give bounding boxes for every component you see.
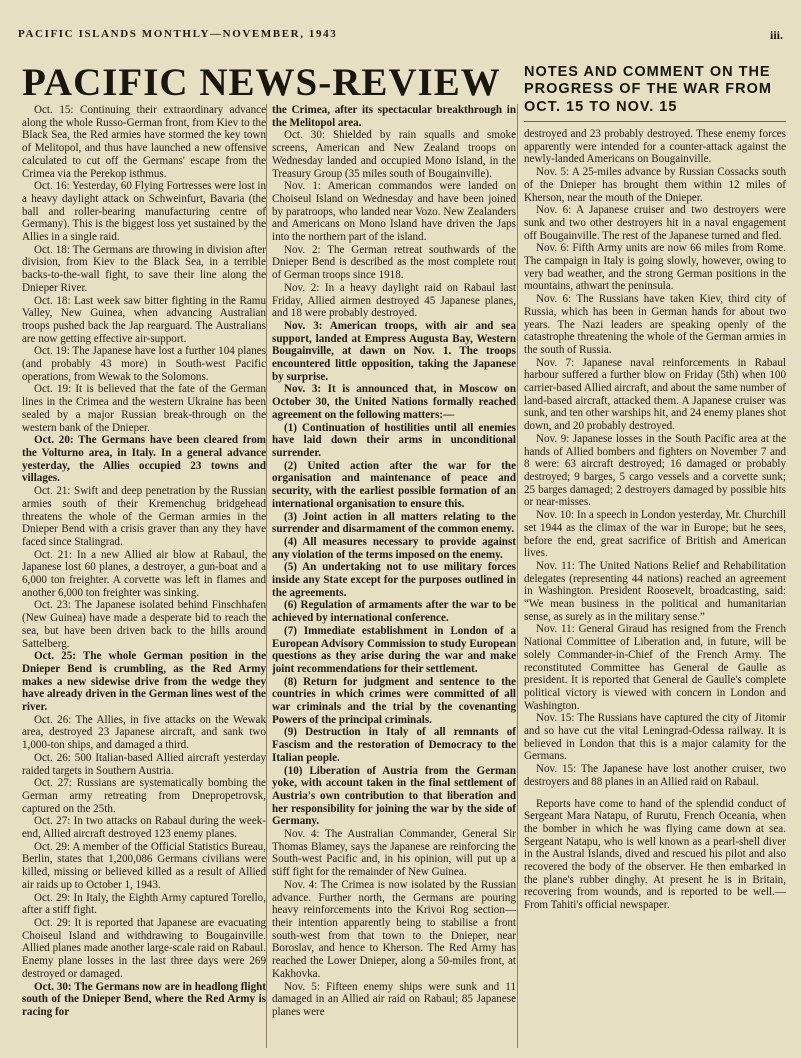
news-paragraph: Oct. 26: The Allies, in five attacks on the Wewak area, destroyed 23 Japanese aircraft, and sank two 1,000-ton ships, and damaged a third. (22, 713, 266, 752)
news-paragraph: (2) United action after the war for the organisation and maintenance of peace and security, with the earliest possible formation of an international organisation to ensure this. (272, 459, 516, 510)
column-rule-1 (266, 104, 267, 1048)
news-paragraph: Nov. 5: Fifteen enemy ships were sunk and 11 damaged in an Allied air raid on Rabaul; 85 Japanese planes were (272, 980, 516, 1018)
news-paragraph: Oct. 18: Last week saw bitter fighting in the Ramu Valley, New Guinea, when advancing Australian troops pushed back the Jap rearguard. The Australians are now getting effective air-support. (22, 294, 266, 345)
running-title: PACIFIC ISLANDS MONTHLY—NOVEMBER, 1943 (18, 28, 338, 40)
page-number: iii. (769, 28, 783, 42)
news-paragraph: Nov. 10: In a speech in London yesterday, Mr. Churchill set 1944 as the climax of the war in Europe; but he sees, before the end, great sacrifice of British and American lives. (524, 509, 786, 560)
news-paragraph: (7) Immediate establishment in London of a European Advisory Commission to study European questions as they arise during the war and make joint recommendations for their settlement. (272, 624, 516, 675)
news-paragraph: Oct. 27: Russians are systematically bombing the German army retreating from Dnepropetrovsk, captured on the 25th. (22, 777, 266, 815)
news-paragraph: (5) An undertaking not to use military forces inside any State except for the purposes outlined in the agreements. (272, 561, 516, 599)
news-paragraph: Reports have come to hand of the splendid conduct of Sergeant Mara Natapu, of Rurutu, French Oceania, when the bomber in which he was flying came down at sea. Sergeant Natapu, who is well known as a pearl-shell diver in the Austral Islands, dived and rescued his pilot and also recovered the body of the observer. He then embarked in the plane's rubber dinghy. At present he is in Britain, recovering from wounds, and is reported to be well.—From Tahiti's official newspaper. (524, 797, 786, 912)
news-paragraph: Nov. 6: A Japanese cruiser and two destroyers were sunk and two other destroyers hit in a naval engagement off Bougainville. The rest of the Japanese turned and fled. (524, 204, 786, 242)
news-paragraph: Oct. 18: The Germans are throwing in division after division, from Kiev to the Black Sea, in a terrible backs-to-the-wall fight, to save their line along the Dnieper River. (22, 243, 266, 294)
news-paragraph: (6) Regulation of armaments after the war to be achieved by international conference. (272, 599, 516, 625)
news-paragraph: Oct. 15: Continuing their extraordinary advance along the whole Russo-German front, from Kiev to the Black Sea, the Red armies have stormed the key town of Melitopol, and thus have launched a new offensive calculated to cut off the Germans' escape from the Crimea via the Perekop isthmus. (22, 104, 266, 180)
news-paragraph: Oct. 29: A member of the Official Statistics Bureau, Berlin, states that 1,200,086 Germans civilians were killed, missing or believed killed as a result of Allied air raids up to October 1, 1943. (22, 840, 266, 891)
news-paragraph: Nov. 3: American troops, with air and sea support, landed at Empress Augusta Bay, Western Bougainville, at dawn on Nov. 1. The troops encountered little opposition, taking the Japanese by surprise. (272, 319, 516, 383)
news-paragraph: (3) Joint action in all matters relating to the surrender and disarmament of the common enemy. (272, 510, 516, 536)
news-paragraph: Nov. 15: The Russians have captured the city of Jitomir and so have cut the vital Leningrad-Odessa railway. It is believed in London that this is a major calamity for the Germans. (524, 712, 786, 763)
news-paragraph: destroyed and 23 probably destroyed. These enemy forces apparently were intended for a counter-attack against the newly-landed Americans on Bougainville. (524, 128, 786, 166)
notes-heading-rule (524, 121, 786, 122)
news-paragraph: Oct. 16: Yesterday, 60 Flying Fortresses were lost in a heavy daylight attack on Schweinfurt, Bavaria (the ball and roller-bearing manufacturing centre of Germany). This is the biggest loss yet sustained by the Allies in a single raid. (22, 180, 266, 244)
news-paragraph: Oct. 25: The whole German position in the Dnieper Bend is crumbling, as the Red Army makes a new sidewise drive from the wedge they have already driven in the German lines west of the river. (22, 650, 266, 714)
news-paragraph: Oct. 19: It is believed that the fate of the German lines in the Crimea and the western Ukraine has been sealed by a major Russian break-through on the western bank of the Dnieper. (22, 383, 266, 434)
news-paragraph: Oct. 29: In Italy, the Eighth Army captured Torello, after a stiff fight. (22, 891, 266, 917)
news-paragraph: Nov. 6: Fifth Army units are now 66 miles from Rome. The campaign in Italy is going slowly, however, owing to very bad weather, and the strong German positions in the mountains, athwart the peninsula. (524, 242, 786, 293)
news-paragraph: Oct. 27: In two attacks on Rabaul during the week-end, Allied aircraft destroyed 123 enemy planes. (22, 815, 266, 841)
page-title: PACIFIC NEWS-REVIEW (22, 61, 501, 104)
news-paragraph: (4) All measures necessary to provide against any violation of the terms imposed on the enemy. (272, 535, 516, 561)
notes-heading: NOTES AND COMMENT ON THE PROGRESS OF THE WAR FROM OCT. 15 TO NOV. 15 (524, 64, 772, 115)
news-paragraph: Nov. 2: In a heavy daylight raid on Rabaul last Friday, Allied airmen destroyed 45 Japanese planes, and 18 were probably destroyed. (272, 281, 516, 320)
news-paragraph: Nov. 3: It is announced that, in Moscow on October 30, the United Nations formally reached agreement on the following matters:— (272, 383, 516, 421)
column-rule-2 (517, 104, 518, 1048)
news-paragraph: Nov. 15: The Japanese have lost another cruiser, two destroyers and 88 planes in an Allied raid on Rabaul. (524, 763, 786, 788)
news-paragraph: Oct. 26: 500 Italian-based Allied aircraft yesterday raided targets in Southern Austria. (22, 751, 266, 777)
news-paragraph: Nov. 11: The United Nations Relief and Rehabilitation delegates (representing 44 nations) reached an agreement in Washington. President Roosevelt, broadcasting, said: “We mean business in the political and humanitarian sense, as surely as in the military sense.” (524, 559, 786, 623)
news-paragraph: Nov. 2: The German retreat southwards of the Dnieper Bend is described as the most complete rout of German troops since 1918. (272, 243, 516, 282)
news-paragraph: the Crimea, after its spectacular breakthrough in the Melitopol area. (272, 104, 516, 129)
news-paragraph: Oct. 23: The Japanese isolated behind Finschhafen (New Guinea) have made a desperate bid to reach the sea, but have been driven back to the hills around Sattelberg. (22, 599, 266, 650)
news-paragraph: Oct. 20: The Germans have been cleared from the Volturno area, in Italy. In a general advance yesterday, the Allies occupied 23 towns and villages. (22, 434, 266, 485)
news-paragraph: Nov. 1: American commandos were landed on Choiseul Island on Wednesday and have been joined by paratroops, who landed near Vozo. New Zealanders and Americans on Mono Island have driven the Japs into the northern part of the island. (272, 180, 516, 244)
news-paragraph: Oct. 30: Shielded by rain squalls and smoke screens, American and New Zealand troops on Wednesday landed and occupied Mono Island, in the Treasury Group (35 miles south of Bougainville). (272, 129, 516, 180)
column-3 (524, 128, 786, 1048)
news-paragraph: Nov. 6: The Russians have taken Kiev, third city of Russia, which has been in German hands for about two years. The Nazi leaders are speaking openly of the catastrophe threatening the whole of the German armies in the south of Russia. (524, 293, 786, 356)
news-paragraph: (8) Return for judgment and sentence to the countries in which crimes were committed of all war criminals and the trial by the covenanting Powers of the principal criminals. (272, 675, 516, 726)
column-1 (22, 104, 266, 1048)
news-paragraph: Nov. 4: The Australian Commander, General Sir Thomas Blamey, says the Japanese are reinforcing the South-west Pacific and, in his opinion, will put up a stiff fight for the remainder of New Guinea. (272, 828, 516, 879)
news-paragraph: (10) Liberation of Austria from the German yoke, with account taken in the final settlement of Austria's own contribution to that liberation and her responsibility for joining the war by the side of Germany. (272, 764, 516, 828)
news-paragraph: Oct. 29: It is reported that Japanese are evacuating Choiseul Island and withdrawing to Bougainville. Allied planes made another large-scale raid on Rabaul. Enemy plane losses in the last three days were 269 destroyed or damaged. (22, 917, 266, 980)
news-paragraph: (9) Destruction in Italy of all remnants of Fascism and the restoration of Democracy to the Italian people. (272, 726, 516, 764)
column-2 (272, 104, 516, 1048)
running-header (18, 28, 783, 43)
news-paragraph: Nov. 11: General Giraud has resigned from the French National Committee of Liberation and, in future, will be solely Commander-in-Chief of the French Army. The reconstituted Committee has General de Gaulle as president. It is reported that General de Gaulle's complete political victory is viewed with concern in London and Washington. (524, 623, 786, 712)
news-paragraph: Oct. 21: In a new Allied air blow at Rabaul, the Japanese lost 60 planes, a destroyer, a gun-boat and a 6,000 ton freighter. A corvette was left in flames and another 6,000 ton freighter was sinking. (22, 548, 266, 599)
news-paragraph: Nov. 7: Japanese naval reinforcements in Rabaul harbour suffered a further blow on Friday (5th) when 100 carrier-based Allied aircraft, and about the same number of land-based aircraft, attacked them. A Japanese cruiser was sunk, and ten other warships hit, and 24 enemy planes shot down, and 20 probably destroyed. (524, 356, 786, 433)
news-paragraph: Oct. 19: The Japanese have lost a further 104 planes (and probably 43 more) in South-west Pacific operations, from Wewak to the Solomons. (22, 345, 266, 383)
news-paragraph: (1) Continuation of hostilities until all enemies have laid down their arms in unconditional surrender. (272, 421, 516, 459)
news-paragraph: Nov. 9: Japanese losses in the South Pacific area at the hands of Allied bombers and fighters on November 7 and 8 were: 63 aircraft destroyed; 16 damaged or probably destroyed; 9 barges, 5 cargo vessels and a corvette sunk; 25 barges damaged; 2 destroyers damaged by possible hits or near-misses. (524, 432, 786, 509)
news-paragraph: Nov. 5: A 25-miles advance by Russian Cossacks south of the Dnieper has brought them within 12 miles of Kherson, near the mouth of the Dnieper. (524, 166, 786, 204)
news-paragraph: Oct. 21: Swift and deep penetration by the Russian armies south of their Kremenchug bridgehead threatens the whole of the German armies in the Dnieper Bend with a crisis graver than any they have faced since Stalingrad. (22, 485, 266, 548)
news-paragraph: Oct. 30: The Germans now are in headlong flight south of the Dnieper Bend, where the Red Army is racing for (22, 980, 266, 1018)
news-paragraph: Nov. 4: The Crimea is now isolated by the Russian advance. Further north, the Germans are pouring heavy reinforcements into the Krivoi Rog section—their intention apparently being to stabilise a front south-west from that town to the Dnieper, near Boroslav, and hence to Kherson. The Red Army has reached the Lower Dnieper, along a 50-miles front, at Kakhovka. (272, 878, 516, 980)
